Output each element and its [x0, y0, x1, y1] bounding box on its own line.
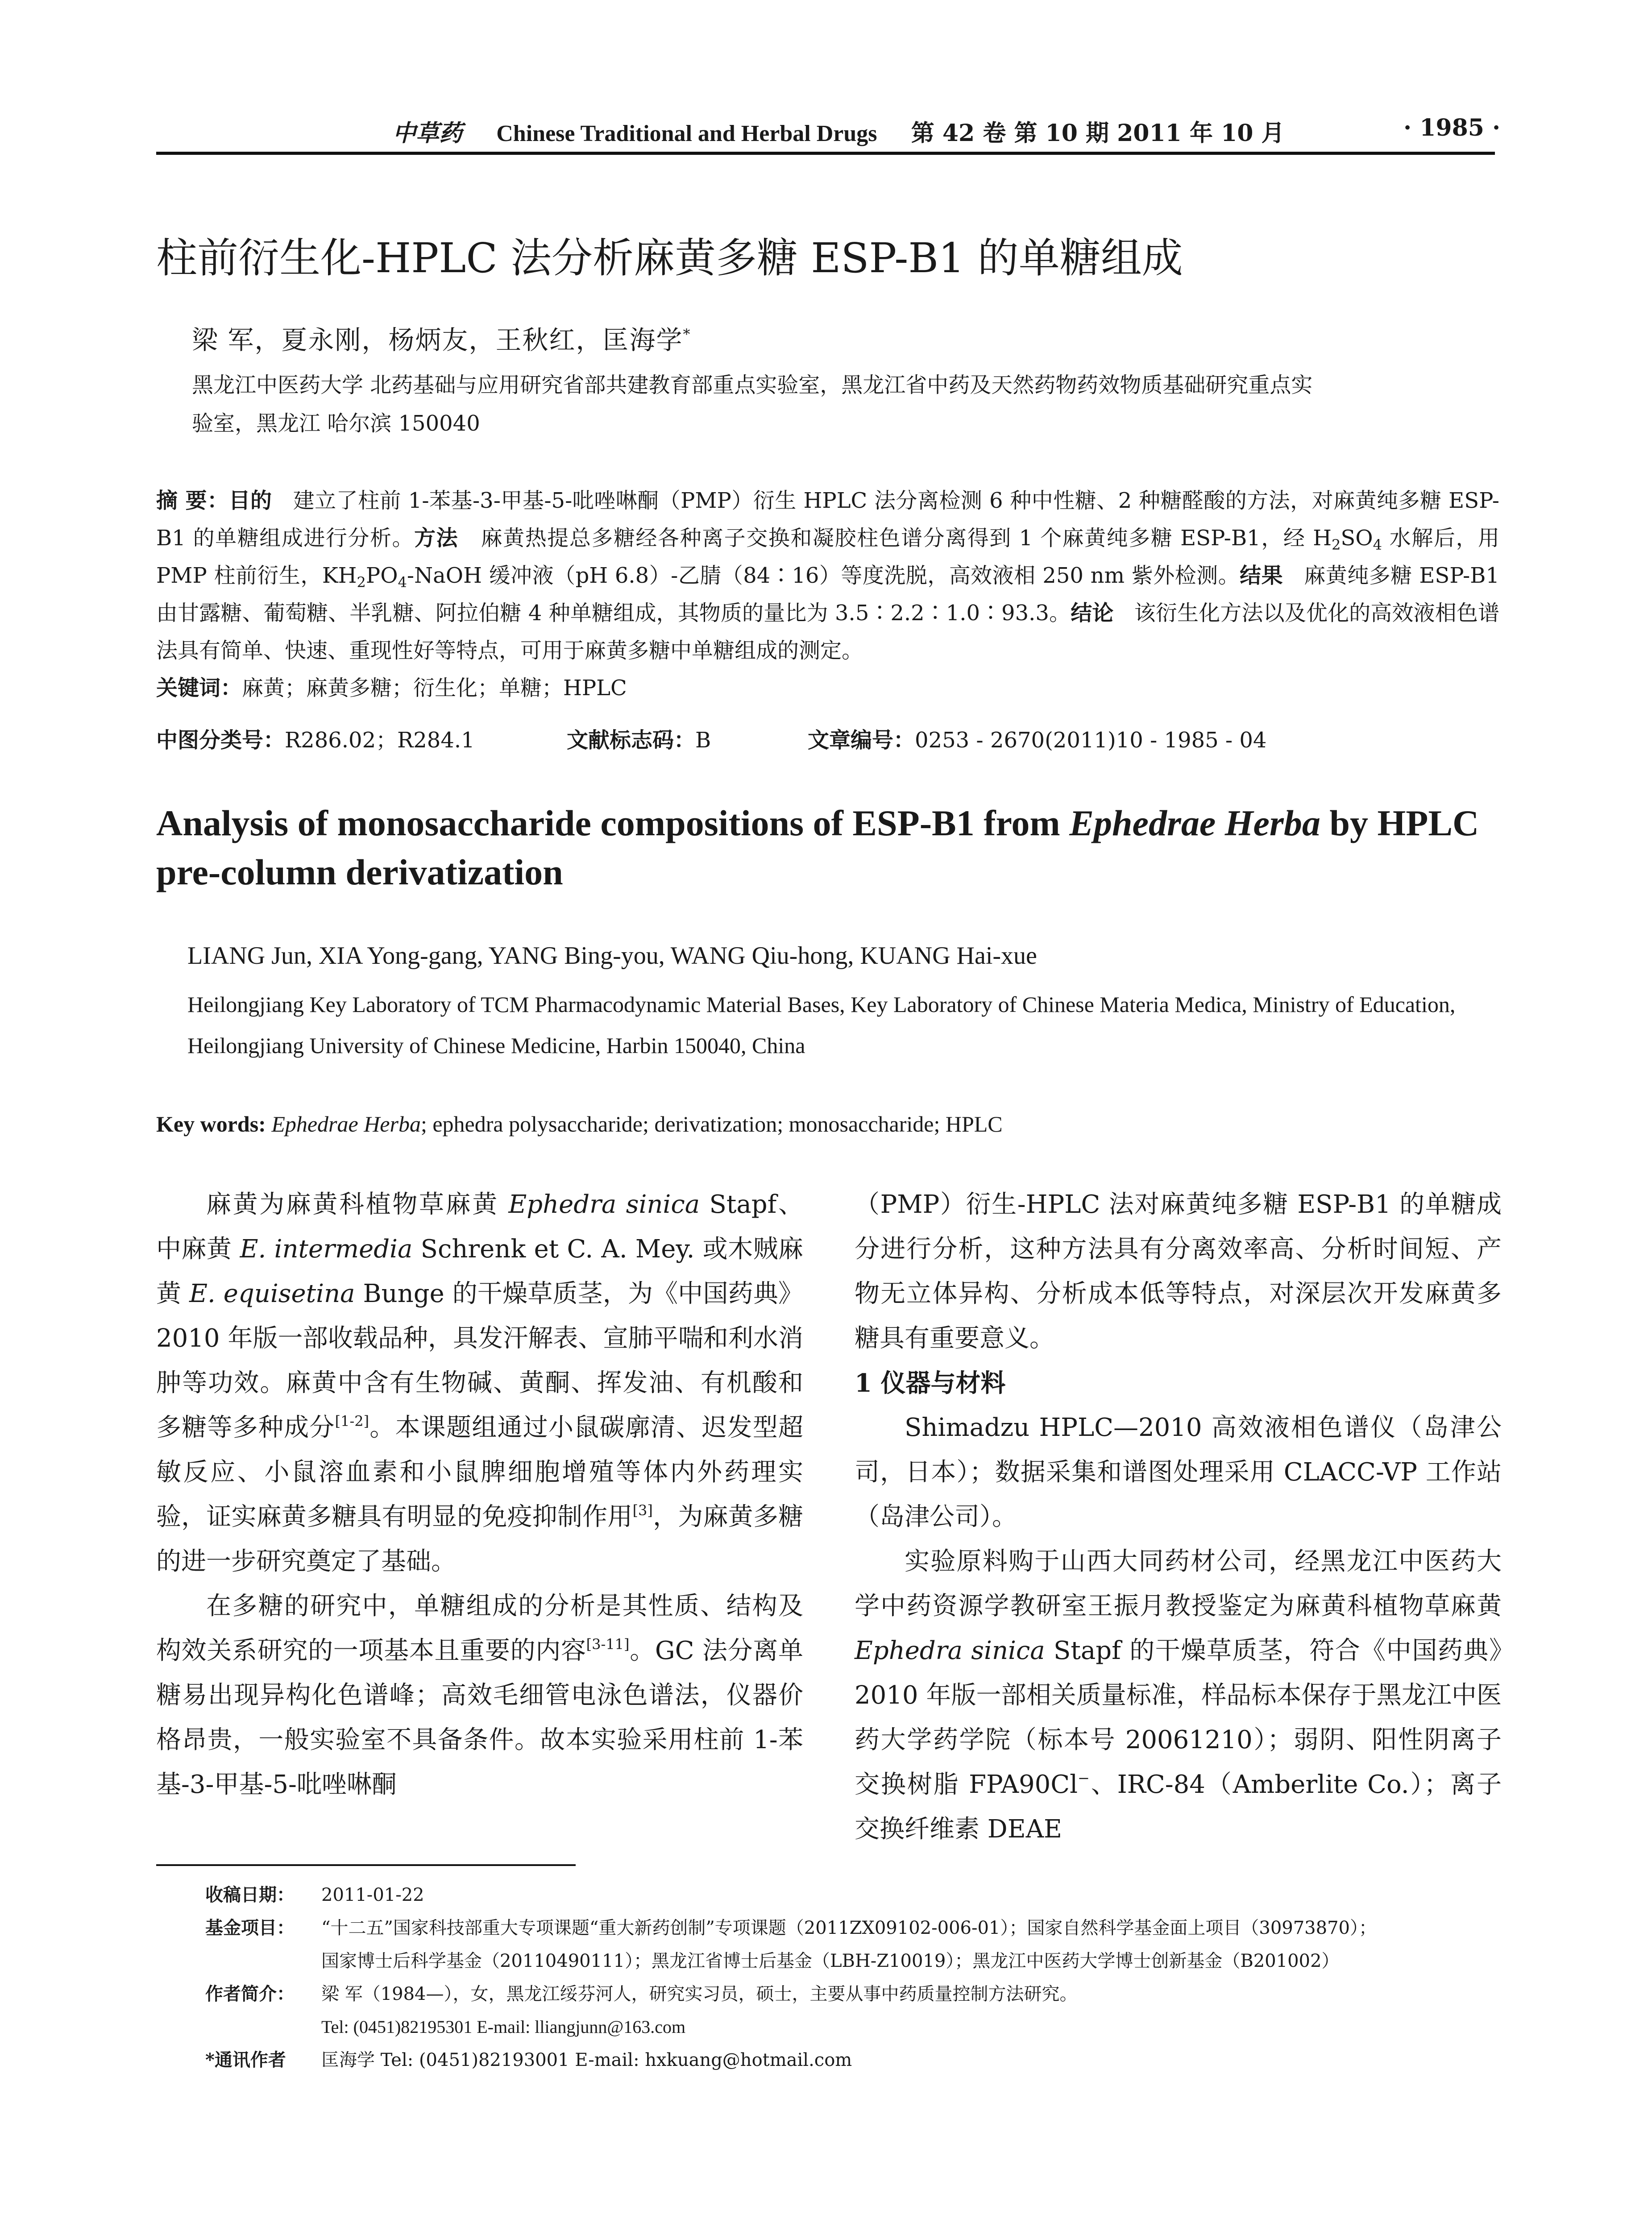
corresponding-mark: *: [683, 326, 691, 343]
en-authors: LIANG Jun, XIA Yong-gang, YANG Bing-you, WANG Qiu-hong, KUANG Hai-xue: [187, 942, 1037, 970]
text: 、IRC-84（Amberlite Co.）；离子交换纤维素 DEAE: [855, 1770, 1502, 1844]
cn-affiliation: [192, 366, 1499, 443]
species-name: Ephedra sinica: [855, 1636, 1045, 1665]
paragraph: [156, 1584, 803, 1807]
citation: [3]: [632, 1502, 653, 1519]
paragraph: [156, 1182, 803, 1584]
text: 。本课题组通过小鼠碳廓清、迟发型超敏反应、小鼠溶血素和小鼠脾细胞增殖等体内外药理实验，证实麻黄多糖具有明显的免疫抑制作用: [156, 1413, 804, 1531]
journal-cn: 中草药: [393, 120, 463, 147]
paragraph: （PMP）衍生-HPLC 法对麻黄纯多糖 ESP-B1 的单糖成分进行分析，这种方法具有分离效率高、分析时间短、产物无立体异构、分析成本低等特点，对深层次开发麻黄多糖具有重要意义。: [855, 1190, 1502, 1353]
superscript: −: [1078, 1770, 1090, 1787]
keywords-text: 麻黄；麻黄多糖；衍生化；单糖；HPLC: [242, 676, 627, 701]
footnote-label: 收稿日期：: [205, 1884, 295, 1905]
text: 麻黄为麻黄科植物草麻黄: [206, 1190, 509, 1219]
issue-info: 第 42 卷 第 10 期 2011 年 10 月: [911, 120, 1285, 147]
en-keywords-label: Key words:: [156, 1111, 272, 1136]
method-text-b: SO: [1341, 526, 1373, 551]
journal-en: Chinese Traditional and Herbal Drugs: [496, 121, 877, 146]
cn-title: 柱前衍生化-HPLC 法分析麻黄多糖 ESP-B1 的单糖组成: [156, 234, 1183, 282]
footnote-text: 匡海学 Tel: (0451)82193001 E-mail: hxkuang@hotmail.com: [321, 2050, 852, 2070]
subscript: 2: [357, 574, 366, 591]
objective-text: 建立了柱前 1-苯基-3-甲基-5-吡唑啉酮（PMP）衍生 HPLC 法分离检测 6 种中性糖、2 种糖醛酸的方法，对麻黄纯多糖 ESP-B1 的单糖组成进行分析。: [156, 488, 1499, 551]
footnote-corresponding: [205, 2044, 852, 2077]
text: 实验原料购于山西大同药材公司，经黑龙江中医药大学中药资源学教研室王振月教授鉴定为麻黄科植物草麻黄: [855, 1547, 1502, 1621]
header-rule: [156, 152, 1495, 155]
footnote-received: [205, 1879, 424, 1912]
method-text-a: 麻黄热提总多糖经各种离子交换和凝胶柱色谱分离得到 1 个麻黄纯多糖 ESP-B1，经 H: [481, 526, 1332, 551]
en-keywords-italic: Ephedrae Herba: [271, 1111, 421, 1136]
article-id-value: 0253 - 2670(2011)10 - 1985 - 04: [915, 728, 1267, 753]
en-title-part-b: by HPLC pre-column derivatization: [156, 803, 1479, 892]
conclusion-label: 结论: [1071, 601, 1114, 626]
en-affiliation: Heilongjiang Key Laboratory of TCM Pharmacodynamic Material Bases, Key Laboratory of Chinese Materia Medica, Ministry of Education, Heilongjiang University of Chinese Medicine, Harbin 150040, China: [187, 992, 1456, 1058]
cn-keywords: [156, 669, 1499, 707]
subscript: 2: [1332, 536, 1341, 553]
subscript: 4: [398, 574, 407, 591]
doc-code-value: B: [695, 728, 711, 753]
method-text-d: PO: [365, 563, 398, 588]
cn-authors: [192, 319, 691, 357]
en-title-part-a: Analysis of monosaccharide compositions of ESP-B1 from: [156, 803, 1070, 843]
page-number: · 1985 ·: [1403, 114, 1501, 141]
running-header: [393, 114, 1285, 148]
cn-affiliation-line-2: 验室，黑龙江 哈尔滨 150040: [192, 411, 480, 436]
keywords-label: 关键词：: [156, 676, 242, 701]
text: Schrenk et C. A. Mey. 或木贼麻黄: [156, 1235, 803, 1308]
cn-affiliation-line-1: 黑龙江中医药大学 北药基础与应用研究省部共建教育部重点实验室，黑龙江省中药及天然药物药效物质基础研究重点实: [192, 373, 1313, 398]
method-text-e: -NaOH 缓冲液（pH 6.8）-乙腈（84∶16）等度洗脱，高效液相 250 nm 紫外检测。: [407, 563, 1240, 588]
footnote-text: 梁 军（1984—），女，黑龙江绥芬河人，研究实习员，硕士，主要从事中药质量控制方法研究。: [321, 1984, 1078, 2004]
footnote-label: 基金项目：: [205, 1917, 295, 1938]
en-title-italic: Ephedrae Herba: [1069, 803, 1320, 843]
citation: [3-11]: [586, 1636, 630, 1653]
subscript: 4: [1373, 536, 1382, 553]
footnote-rule: [156, 1864, 576, 1866]
en-title: [156, 799, 1495, 897]
en-keywords-rest: ; ephedra polysaccharide; derivatization; monosaccharide; HPLC: [420, 1111, 1003, 1136]
footnote-fund: [205, 1912, 1377, 1945]
footnote-text: “十二五”国家科技部重大专项课题“重大新药创制”专项课题（2011ZX09102-006-01）；国家自然科学基金面上项目（30973870）；: [321, 1918, 1377, 1938]
classification-line: [156, 723, 1266, 754]
footnote-label: *通讯作者: [205, 2049, 286, 2070]
footnote-fund-cont: 国家博士后科学基金（20110490111）；黑龙江省博士后基金（LBH-Z10019）；黑龙江中医药大学博士创新基金（B201002）: [321, 1951, 1340, 1971]
objective-label: 目的: [228, 488, 272, 513]
article-id-label: 文章编号：: [808, 728, 915, 753]
en-keywords: [156, 1111, 1003, 1137]
method-label: 方法: [414, 526, 459, 551]
clc-value: R286.02；R284.1: [285, 728, 475, 753]
doc-code-label: 文献标志码：: [567, 728, 696, 753]
result-label: 结果: [1240, 563, 1283, 588]
species-name: E. intermedia: [240, 1235, 413, 1264]
cn-authors-text: 梁 军，夏永刚，杨炳友，王秋红，匡海学: [192, 325, 683, 355]
conclusion-text: 该衍生化方法以及优化的高效液相色谱法具有简单、快速、重现性好等特点，可用于麻黄多糖中单糖组成的测定。: [156, 601, 1499, 663]
footnote-text: 2011-01-22: [321, 1885, 424, 1905]
text: 在多糖的研究中，单糖组成的分析是其性质、结构及构效关系研究的一项基本且重要的内容: [156, 1592, 803, 1665]
result-text: 麻黄纯多糖 ESP-B1 由甘露糖、葡萄糖、半乳糖、阿拉伯糖 4 种单糖组成，其物质的量比为 3.5∶2.2∶1.0∶93.3。: [156, 563, 1499, 626]
footnote-label: 作者简介：: [205, 1983, 295, 2004]
species-name: Ephedra sinica: [508, 1190, 700, 1219]
paragraph: [855, 1539, 1502, 1852]
cn-abstract: [156, 482, 1499, 707]
footnote-author-contact: Tel: (0451)82195301 E-mail: lliangjunn@163.com: [321, 2017, 686, 2037]
text: Bunge 的干燥草质茎，为《中国药典》2010 年版一部收载品种，具发汗解表、宣肺平喘和利水消肿等功效。麻黄中含有生物碱、黄酮、挥发油、有机酸和多糖等多种成分: [156, 1279, 803, 1442]
footnote-author: [205, 1978, 1078, 2011]
text: ，为麻黄多糖的进一步研究奠定了基础。: [156, 1502, 804, 1576]
abstract-label: 摘 要：: [156, 488, 229, 513]
paragraph: Shimadzu HPLC—2010 高效液相色谱仪（岛津公司，日本）；数据采集和谱图处理采用 CLACC-VP 工作站（岛津公司）。: [855, 1413, 1502, 1531]
section-heading: 1 仪器与材料: [855, 1368, 1006, 1398]
text: 。GC 法分离单糖易出现异构化色谱峰；高效毛细管电泳色谱法，仪器价格昂贵，一般实验室不具备条件。故本实验采用柱前 1-苯基-3-甲基-5-吡唑啉酮: [156, 1636, 804, 1799]
clc-label: 中图分类号：: [156, 728, 285, 753]
body-left-column: [156, 1182, 803, 1807]
method-text-c: 水解后，用 PMP 柱前衍生，KH: [156, 526, 1499, 588]
body-right-column: [855, 1182, 1502, 1852]
text: Stapf 的干燥草质茎，符合《中国药典》2010 年版一部相关质量标准，样品标本保存于黑龙江中医药大学药学院（标本号 20061210）；弱阴、阳性阴离子交换树脂 FPA90Cl: [855, 1636, 1502, 1799]
citation: [1-2]: [335, 1413, 369, 1430]
text: Stapf、中麻黄: [156, 1190, 803, 1264]
species-name: E. equisetina: [189, 1279, 355, 1308]
